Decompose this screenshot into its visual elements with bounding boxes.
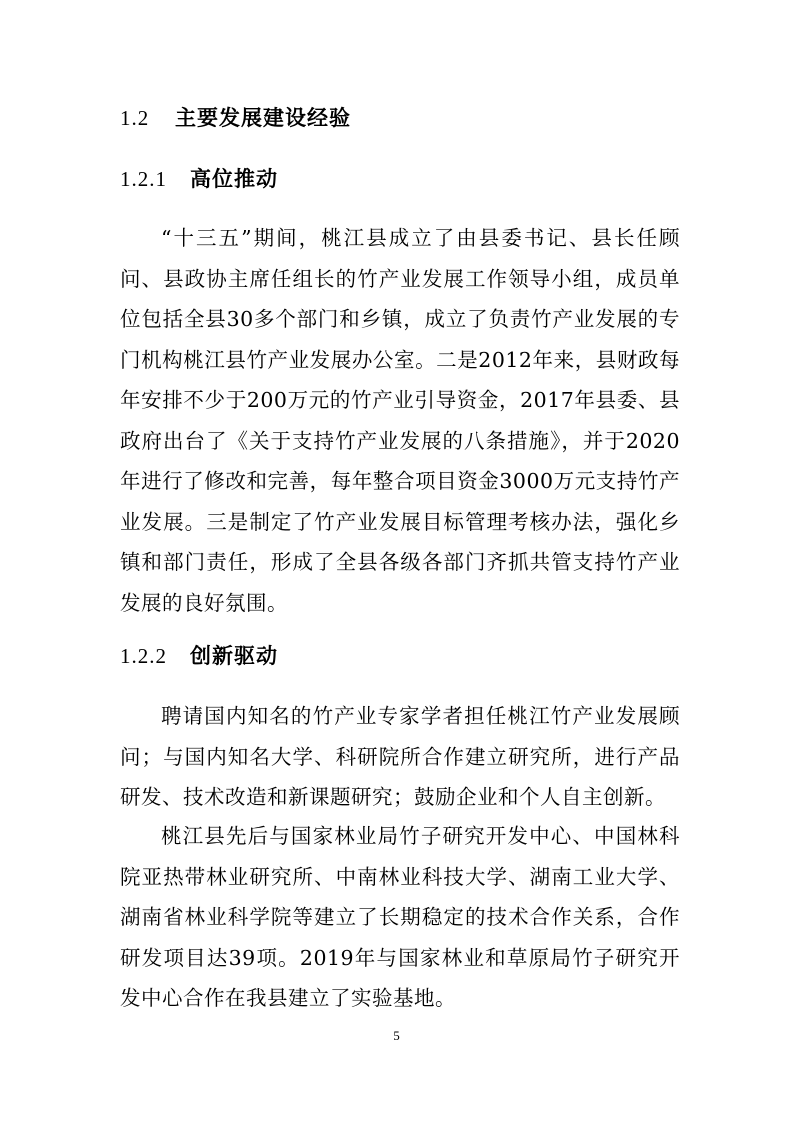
page-number: 5: [393, 1028, 400, 1043]
subsection-number: 1.2.2: [120, 644, 167, 668]
subsection-title: 高位推动: [190, 167, 278, 191]
section-heading: [120, 102, 351, 132]
body-paragraph: 聘请国内知名的竹产业专家学者担任桃江竹产业发展顾问；与国内知名大学、科研院所合作建立研究所，进行产品研发、技术改造和新课题研究；鼓励企业和个人自主创新。: [120, 704, 680, 809]
subsection-title: 创新驱动: [190, 644, 278, 668]
section-title: 主要发展建设经验: [175, 106, 351, 130]
body-paragraph: 桃江县先后与国家林业局竹子研究开发中心、中国林科院亚热带林业研究所、中南林业科技大学、湖南工业大学、湖南省林业科学院等建立了长期稳定的技术合作关系，合作研发项目达39项。2019年与国家林业和草原局竹子研究开发中心合作在我县建立了实验基地。: [120, 824, 680, 1010]
subsection-number: 1.2.1: [120, 167, 167, 191]
subsection-heading-1-2-2: [120, 640, 278, 670]
subsection-heading-1-2-1: [120, 163, 278, 193]
section-number: 1.2: [120, 106, 150, 130]
body-paragraph: “十三五”期间，桃江县成立了由县委书记、县长任顾问、县政协主席任组长的竹产业发展工作领导小组，成员单位包括全县30多个部门和乡镇，成立了负责竹产业发展的专门机构桃江县竹产业发展办公室。二是2012年来，县财政每年安排不少于200万元的竹产业引导资金，2017年县委、县政府出台了《关于支持竹产业发展的八条措施》，并于2020年进行了修改和完善，每年整合项目资金3000万元支持竹产业发展。三是制定了竹产业发展目标管理考核办法，强化乡镇和部门责任，形成了全县各级各部门齐抓共管支持竹产业发展的良好氛围。: [120, 226, 680, 615]
